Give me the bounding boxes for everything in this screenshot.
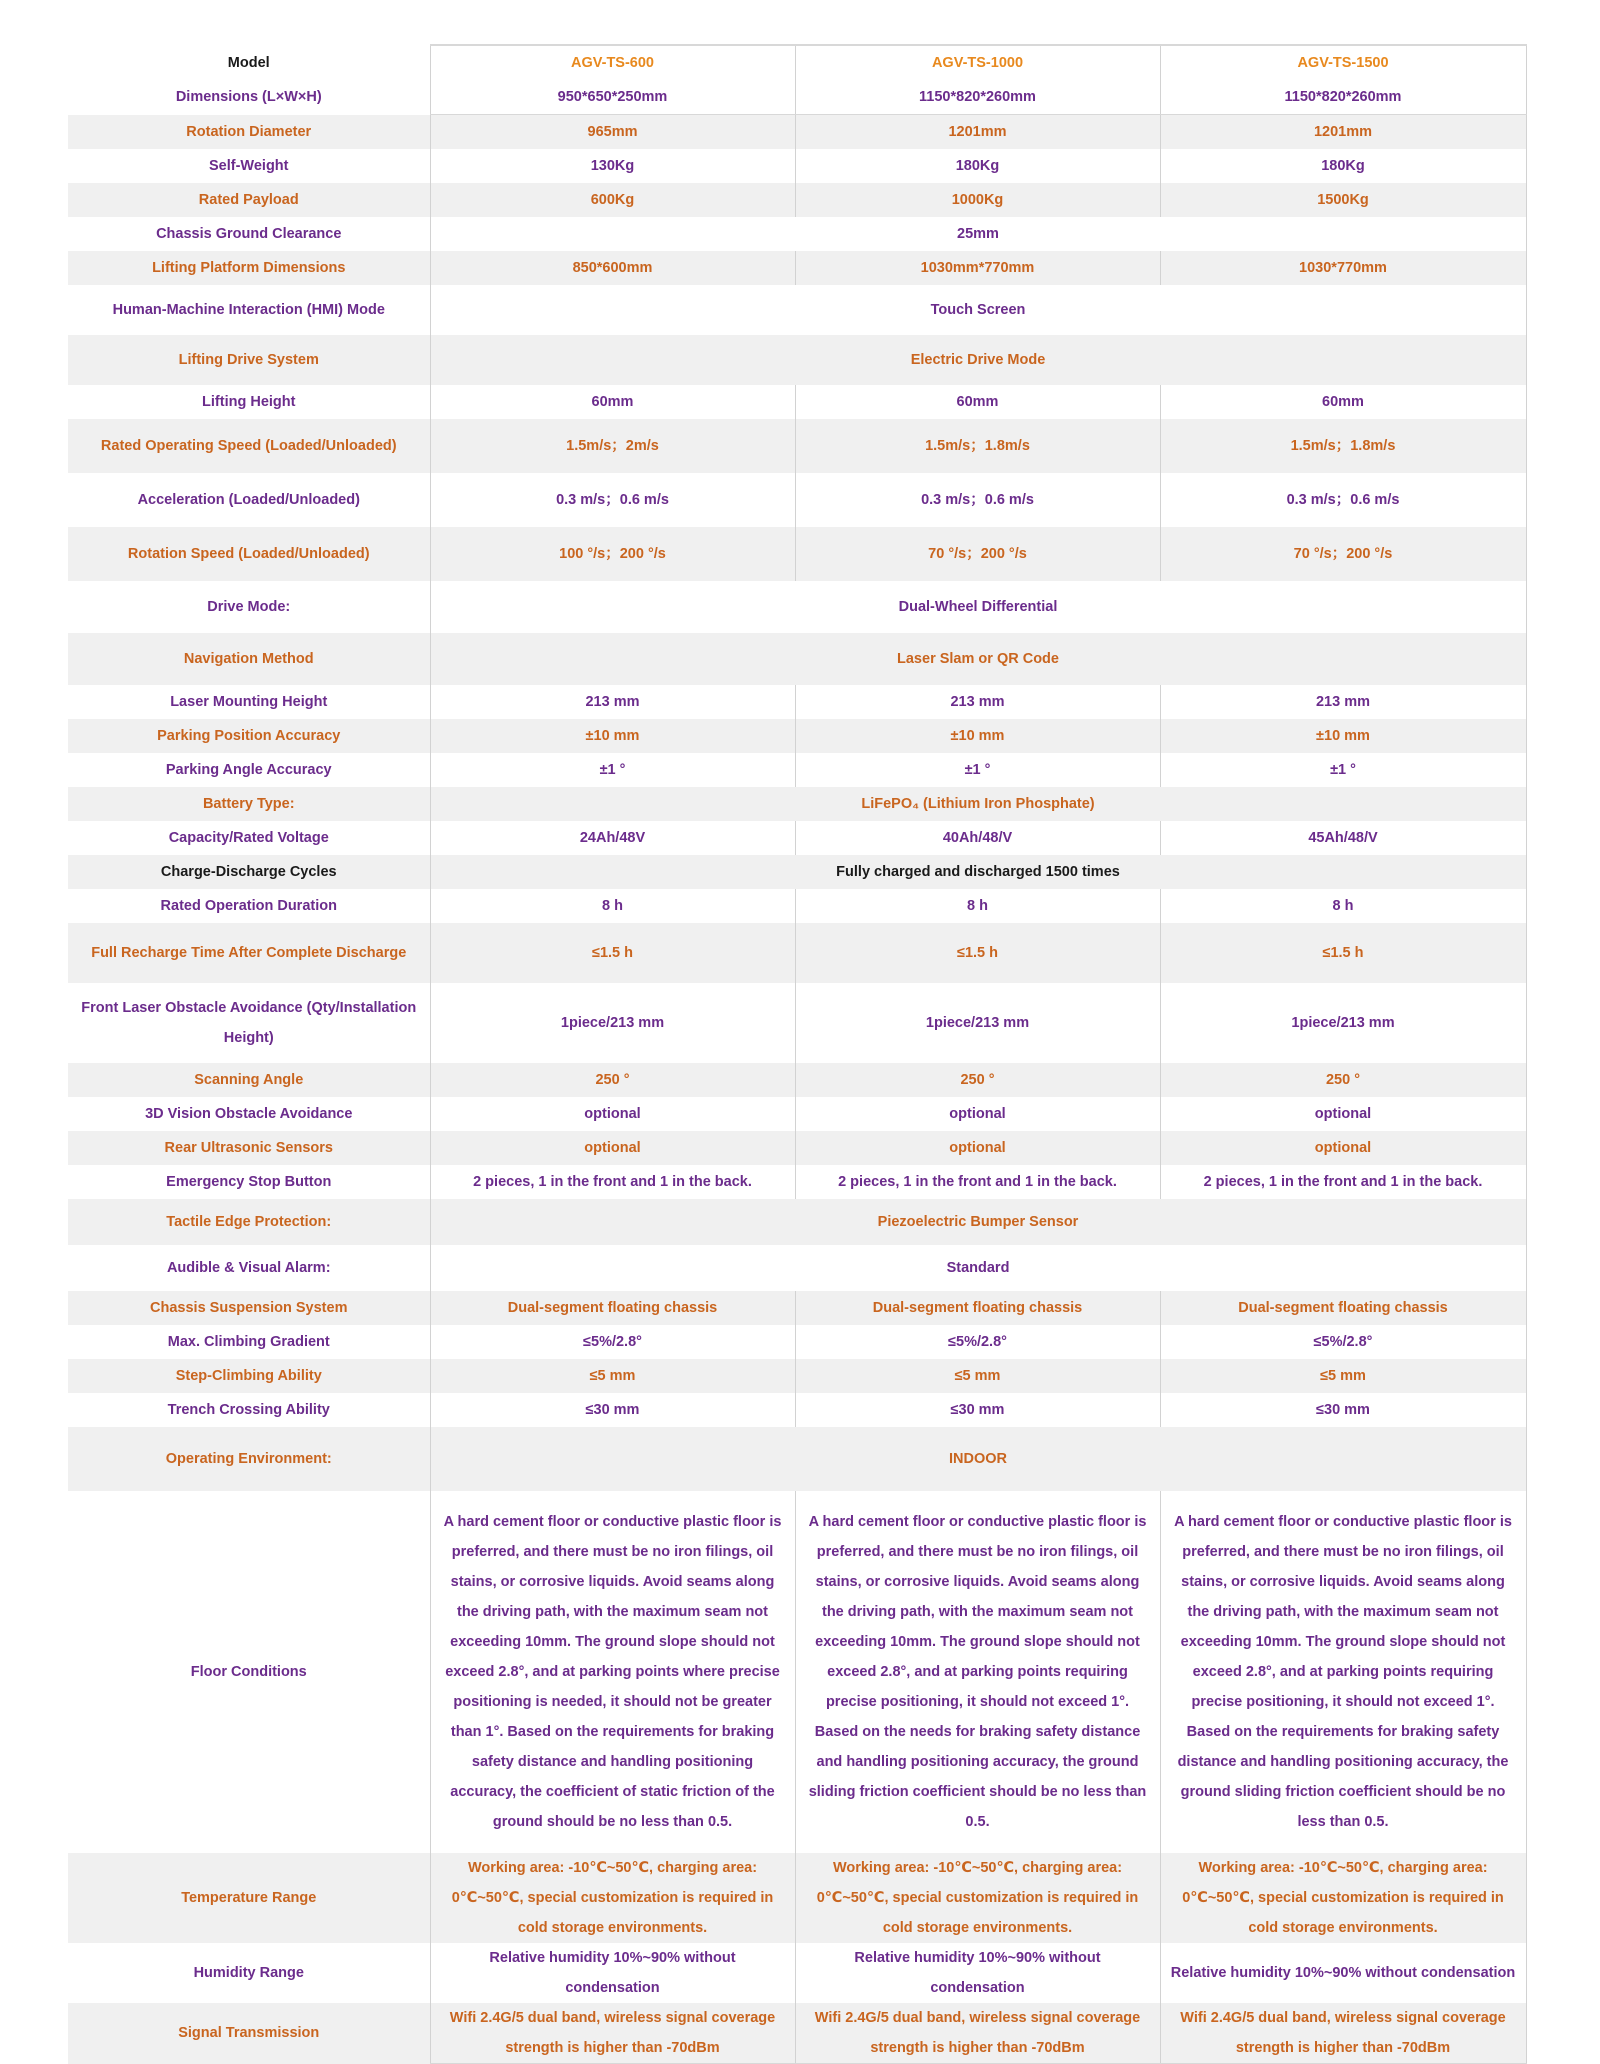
row-value: Dual-segment floating chassis (1160, 1291, 1526, 1325)
row-label: Step-Climbing Ability (68, 1359, 430, 1393)
row-label: Audible & Visual Alarm: (68, 1245, 430, 1291)
row-value: ≤5%/2.8° (430, 1325, 795, 1359)
row-value: Laser Slam or QR Code (430, 633, 1526, 685)
spec-row (68, 285, 1526, 335)
row-label: Rated Operating Speed (Loaded/Unloaded) (68, 419, 430, 473)
row-value: ≤1.5 h (1160, 923, 1526, 983)
row-value: Fully charged and discharged 1500 times (430, 855, 1526, 889)
spec-row (68, 385, 1526, 419)
row-value: Working area: -10℃~50℃, charging area: 0℃~50℃, special customization is required in cold storage environments. (1160, 1853, 1526, 1943)
row-value: Relative humidity 10%~90% without condensation (795, 1943, 1160, 2003)
row-value: 130Kg (430, 149, 795, 183)
spec-row (68, 855, 1526, 889)
row-label: Trench Crossing Ability (68, 1393, 430, 1427)
spec-row (68, 419, 1526, 473)
row-value: 60mm (1160, 385, 1526, 419)
row-value: 213 mm (1160, 685, 1526, 719)
row-value: 1150*820*260mm (795, 80, 1160, 115)
row-value: 0.3 m/s；0.6 m/s (430, 473, 795, 527)
row-value: Relative humidity 10%~90% without condensation (1160, 1943, 1526, 2003)
row-label: Tactile Edge Protection: (68, 1199, 430, 1245)
row-value: 250 ° (795, 1063, 1160, 1097)
row-label: Chassis Suspension System (68, 1291, 430, 1325)
row-value: 250 ° (430, 1063, 795, 1097)
row-value: Working area: -10℃~50℃, charging area: 0℃~50℃, special customization is required in cold storage environments. (795, 1853, 1160, 1943)
row-label: Charge-Discharge Cycles (68, 855, 430, 889)
row-label: Lifting Height (68, 385, 430, 419)
row-value: optional (430, 1097, 795, 1131)
row-value: ±10 mm (1160, 719, 1526, 753)
row-value: 2 pieces, 1 in the front and 1 in the back. (430, 1165, 795, 1199)
row-label: Human-Machine Interaction (HMI) Mode (68, 285, 430, 335)
row-label: Emergency Stop Button (68, 1165, 430, 1199)
model-name: AGV-TS-600 (430, 45, 795, 80)
row-value: 180Kg (795, 149, 1160, 183)
header-label: Model (68, 45, 430, 80)
row-value: INDOOR (430, 1427, 1526, 1491)
row-value: LiFePO₄ (Lithium Iron Phosphate) (430, 787, 1526, 821)
row-value: ≤5%/2.8° (1160, 1325, 1526, 1359)
spec-row (68, 719, 1526, 753)
spec-row (68, 527, 1526, 581)
row-value: 1piece/213 mm (1160, 983, 1526, 1063)
row-value: 950*650*250mm (430, 80, 795, 115)
row-value: ±10 mm (430, 719, 795, 753)
row-value: 60mm (430, 385, 795, 419)
row-value: A hard cement floor or conductive plastic floor is preferred, and there must be no iron filings, oil stains, or corrosive liquids. Avoid seams along the driving path, with the maximum seam not exceeding 10mm. The ground slope should not exceed 2.8°, and at parking points requiring precise positioning, it should not exceed 1°. Based on the requirements for braking safety distance and handling positioning accuracy, the ground sliding friction coefficient should be no less than 0.5. (1160, 1491, 1526, 1853)
spec-table (68, 44, 1527, 2064)
spec-row (68, 1491, 1526, 1853)
row-value: 1500Kg (1160, 183, 1526, 217)
row-value: 24Ah/48V (430, 821, 795, 855)
row-label: Max. Climbing Gradient (68, 1325, 430, 1359)
spec-row (68, 685, 1526, 719)
spec-row (68, 149, 1526, 183)
spec-row (68, 335, 1526, 385)
row-label: Rotation Diameter (68, 115, 430, 150)
row-value: 45Ah/48/V (1160, 821, 1526, 855)
row-value: Dual-segment floating chassis (795, 1291, 1160, 1325)
row-value: Electric Drive Mode (430, 335, 1526, 385)
row-label: Rated Payload (68, 183, 430, 217)
row-value: A hard cement floor or conductive plastic floor is preferred, and there must be no iron filings, oil stains, or corrosive liquids. Avoid seams along the driving path, with the maximum seam not exceeding 10mm. The ground slope should not exceed 2.8°, and at parking points requiring precise positioning, it should not exceed 1°. Based on the needs for braking safety distance and handling positioning accuracy, the ground sliding friction coefficient should be no less than 0.5. (795, 1491, 1160, 1853)
spec-row (68, 1245, 1526, 1291)
row-value: 850*600mm (430, 251, 795, 285)
row-value: ±1 ° (430, 753, 795, 787)
spec-row (68, 1393, 1526, 1427)
row-value: 1piece/213 mm (795, 983, 1160, 1063)
row-value: optional (430, 1131, 795, 1165)
row-label: Scanning Angle (68, 1063, 430, 1097)
row-label: Laser Mounting Height (68, 685, 430, 719)
row-value: 213 mm (795, 685, 1160, 719)
spec-row (68, 217, 1526, 251)
row-label: Dimensions (L×W×H) (68, 80, 430, 115)
row-value: 1150*820*260mm (1160, 80, 1526, 115)
row-value: Dual-segment floating chassis (430, 1291, 795, 1325)
row-value: optional (795, 1131, 1160, 1165)
row-label: Battery Type: (68, 787, 430, 821)
row-value: 8 h (1160, 889, 1526, 923)
row-value: 1030mm*770mm (795, 251, 1160, 285)
row-label: Signal Transmission (68, 2003, 430, 2064)
row-value: optional (1160, 1097, 1526, 1131)
spec-row (68, 923, 1526, 983)
row-label: Parking Angle Accuracy (68, 753, 430, 787)
row-value: ±10 mm (795, 719, 1160, 753)
row-value: 1.5m/s；1.8m/s (1160, 419, 1526, 473)
row-value: Wifi 2.4G/5 dual band, wireless signal coverage strength is higher than -70dBm (795, 2003, 1160, 2064)
row-label: Front Laser Obstacle Avoidance (Qty/Installation Height) (68, 983, 430, 1063)
row-value: 600Kg (430, 183, 795, 217)
row-value: ±1 ° (795, 753, 1160, 787)
row-label: 3D Vision Obstacle Avoidance (68, 1097, 430, 1131)
row-value: 2 pieces, 1 in the front and 1 in the back. (795, 1165, 1160, 1199)
row-label: Navigation Method (68, 633, 430, 685)
row-label: Parking Position Accuracy (68, 719, 430, 753)
header-row (68, 45, 1526, 80)
row-value: ≤5 mm (1160, 1359, 1526, 1393)
row-value: 70 °/s；200 °/s (795, 527, 1160, 581)
spec-row (68, 1943, 1526, 2003)
row-value: Piezoelectric Bumper Sensor (430, 1199, 1526, 1245)
row-value: 965mm (430, 115, 795, 150)
row-value: 213 mm (430, 685, 795, 719)
spec-row (68, 1359, 1526, 1393)
row-value: 180Kg (1160, 149, 1526, 183)
spec-row (68, 1853, 1526, 1943)
row-value: 70 °/s；200 °/s (1160, 527, 1526, 581)
spec-row (68, 753, 1526, 787)
spec-row (68, 983, 1526, 1063)
row-label: Acceleration (Loaded/Unloaded) (68, 473, 430, 527)
row-value: 40Ah/48/V (795, 821, 1160, 855)
row-value: 25mm (430, 217, 1526, 251)
row-value: optional (795, 1097, 1160, 1131)
spec-row (68, 821, 1526, 855)
row-label: Lifting Drive System (68, 335, 430, 385)
row-label: Floor Conditions (68, 1491, 430, 1853)
model-name: AGV-TS-1000 (795, 45, 1160, 80)
row-value: Dual-Wheel Differential (430, 581, 1526, 633)
row-value: ≤30 mm (430, 1393, 795, 1427)
spec-row (68, 633, 1526, 685)
row-label: Humidity Range (68, 1943, 430, 2003)
spec-row (68, 1325, 1526, 1359)
row-value: 60mm (795, 385, 1160, 419)
row-value: ≤30 mm (795, 1393, 1160, 1427)
row-value: ≤5 mm (795, 1359, 1160, 1393)
spec-row (68, 1291, 1526, 1325)
spec-row (68, 2003, 1526, 2064)
row-label: Operating Environment: (68, 1427, 430, 1491)
row-value: ≤30 mm (1160, 1393, 1526, 1427)
row-value: 1piece/213 mm (430, 983, 795, 1063)
row-value: optional (1160, 1131, 1526, 1165)
row-value: 1201mm (1160, 115, 1526, 150)
spec-row (68, 787, 1526, 821)
spec-row (68, 1131, 1526, 1165)
row-value: Standard (430, 1245, 1526, 1291)
row-label: Rear Ultrasonic Sensors (68, 1131, 430, 1165)
model-name: AGV-TS-1500 (1160, 45, 1526, 80)
spec-row (68, 473, 1526, 527)
row-value: ≤5 mm (430, 1359, 795, 1393)
row-value: 1000Kg (795, 183, 1160, 217)
row-value: Working area: -10℃~50℃, charging area: 0℃~50℃, special customization is required in cold storage environments. (430, 1853, 795, 1943)
row-value: 1030*770mm (1160, 251, 1526, 285)
spec-row (68, 581, 1526, 633)
row-value: 0.3 m/s；0.6 m/s (795, 473, 1160, 527)
row-value: Wifi 2.4G/5 dual band, wireless signal coverage strength is higher than -70dBm (1160, 2003, 1526, 2064)
row-label: Self-Weight (68, 149, 430, 183)
spec-row (68, 80, 1526, 115)
row-value: 250 ° (1160, 1063, 1526, 1097)
row-value: 8 h (795, 889, 1160, 923)
row-label: Full Recharge Time After Complete Discharge (68, 923, 430, 983)
row-value: 1201mm (795, 115, 1160, 150)
spec-row (68, 251, 1526, 285)
row-value: ±1 ° (1160, 753, 1526, 787)
spec-row (68, 1063, 1526, 1097)
row-value: 100 °/s；200 °/s (430, 527, 795, 581)
row-value: Touch Screen (430, 285, 1526, 335)
spec-row (68, 889, 1526, 923)
row-value: ≤5%/2.8° (795, 1325, 1160, 1359)
row-value: 2 pieces, 1 in the front and 1 in the back. (1160, 1165, 1526, 1199)
row-label: Rotation Speed (Loaded/Unloaded) (68, 527, 430, 581)
spec-row (68, 1427, 1526, 1491)
row-value: ≤1.5 h (795, 923, 1160, 983)
row-value: A hard cement floor or conductive plastic floor is preferred, and there must be no iron filings, oil stains, or corrosive liquids. Avoid seams along the driving path, with the maximum seam not exceeding 10mm. The ground slope should not exceed 2.8°, and at parking points where precise positioning is needed, it should not be greater than 1°. Based on the requirements for braking safety distance and handling positioning accuracy, the coefficient of static friction of the ground should be no less than 0.5. (430, 1491, 795, 1853)
row-label: Rated Operation Duration (68, 889, 430, 923)
row-value: 1.5m/s；2m/s (430, 419, 795, 473)
row-label: Lifting Platform Dimensions (68, 251, 430, 285)
row-value: Relative humidity 10%~90% without condensation (430, 1943, 795, 2003)
row-value: 0.3 m/s；0.6 m/s (1160, 473, 1526, 527)
row-value: ≤1.5 h (430, 923, 795, 983)
row-value: 8 h (430, 889, 795, 923)
spec-row (68, 115, 1526, 150)
row-label: Drive Mode: (68, 581, 430, 633)
row-label: Capacity/Rated Voltage (68, 821, 430, 855)
spec-row (68, 1199, 1526, 1245)
spec-row (68, 183, 1526, 217)
row-label: Chassis Ground Clearance (68, 217, 430, 251)
row-value: Wifi 2.4G/5 dual band, wireless signal coverage strength is higher than -70dBm (430, 2003, 795, 2064)
row-value: 1.5m/s；1.8m/s (795, 419, 1160, 473)
spec-row (68, 1097, 1526, 1131)
row-label: Temperature Range (68, 1853, 430, 1943)
spec-row (68, 1165, 1526, 1199)
